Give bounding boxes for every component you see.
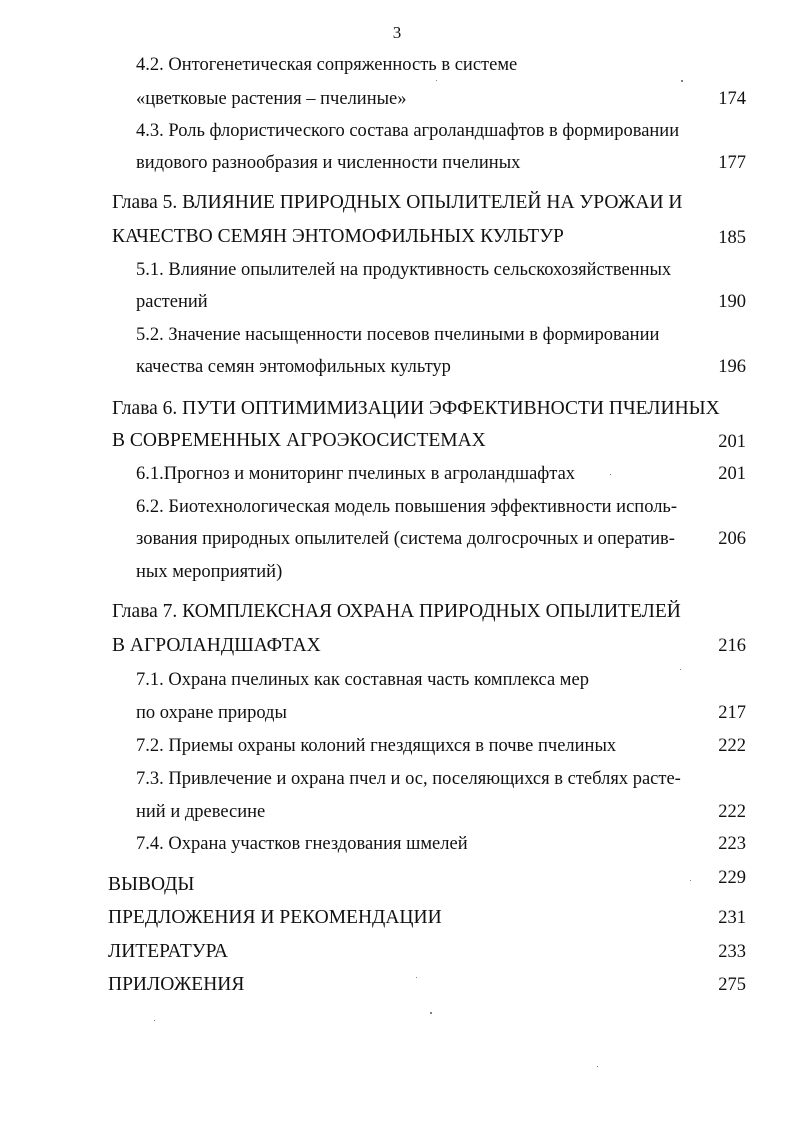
toc-page-number: 196	[718, 357, 746, 377]
scan-speck	[436, 80, 437, 81]
toc-page-number: 216	[718, 636, 746, 656]
scan-speck	[610, 474, 611, 475]
chapter-heading: КАЧЕСТВО СЕМЯН ЭНТОМОФИЛЬНЫХ КУЛЬТУР	[112, 226, 564, 247]
toc-line: 4.3. Роль флористического состава агроландшафтов в формировании	[136, 121, 680, 141]
toc-line: 7.1. Охрана пчелиных как составная часть комплекса мер	[136, 670, 589, 690]
toc-page-number: 174	[718, 89, 746, 109]
toc-line: 7.2. Приемы охраны колоний гнездящихся в почве пчелиных	[136, 736, 617, 756]
toc-page-number: 229	[718, 868, 746, 888]
toc-line: по охране природы	[136, 703, 287, 723]
toc-page-number: 185	[718, 228, 746, 248]
scan-speck	[681, 80, 683, 82]
chapter-heading: В СОВРЕМЕННЫХ АГРОЭКОСИСТЕМАХ	[112, 430, 486, 451]
scan-speck	[597, 1066, 598, 1067]
section-heading-conclusions: ВЫВОДЫ	[108, 874, 195, 895]
toc-line: ных мероприятий)	[136, 562, 283, 582]
toc-line: качества семян энтомофильных культур	[136, 357, 451, 377]
toc-line: 7.4. Охрана участков гнездования шмелей	[136, 834, 468, 854]
toc-line: 7.3. Привлечение и охрана пчел и ос, поселяющихся в стеблях расте-	[136, 769, 681, 789]
toc-page-number: 201	[718, 432, 746, 452]
toc-page-number: 275	[718, 975, 746, 995]
toc-page-number: 222	[718, 736, 746, 756]
toc-line: ний и древесине	[136, 802, 266, 822]
toc-page-number: 190	[718, 292, 746, 312]
toc-page-number: 217	[718, 703, 746, 723]
section-heading-proposals: ПРЕДЛОЖЕНИЯ И РЕКОМЕНДАЦИИ	[108, 907, 442, 928]
chapter-heading: В АГРОЛАНДШАФТАХ	[112, 635, 321, 656]
toc-line: 5.1. Влияние опылителей на продуктивность сельскохозяйственных	[136, 260, 672, 280]
section-heading-literature: ЛИТЕРАТУРА	[108, 941, 228, 962]
section-heading-appendices: ПРИЛОЖЕНИЯ	[108, 974, 245, 995]
toc-page-number: 201	[718, 464, 746, 484]
toc-line: 6.1.Прогноз и мониторинг пчелиных в агроландшафтах	[136, 464, 576, 484]
toc-page-number: 233	[718, 942, 746, 962]
scan-speck	[430, 1012, 432, 1014]
scan-speck	[154, 1020, 155, 1021]
scan-speck	[416, 977, 417, 978]
toc-line: «цветковые растения – пчелиные»	[136, 89, 407, 109]
scan-speck	[690, 880, 691, 881]
toc-page-number: 206	[718, 529, 746, 549]
chapter-heading: Глава 5. ВЛИЯНИЕ ПРИРОДНЫХ ОПЫЛИТЕЛЕЙ НА УРОЖАИ И	[112, 192, 683, 213]
toc-line: зования природных опылителей (система долгосрочных и оператив-	[136, 529, 675, 549]
toc-line: 5.2. Значение насыщенности посевов пчелиными в формировании	[136, 325, 660, 345]
toc-line: 6.2. Биотехнологическая модель повышения эффективности исполь-	[136, 497, 678, 517]
page-number: 3	[392, 23, 402, 42]
toc-page-number: 223	[718, 834, 746, 854]
toc-line: видового разнообразия и численности пчелиных	[136, 153, 521, 173]
toc-line: 4.2. Онтогенетическая сопряженность в системе	[136, 55, 518, 75]
chapter-heading: Глава 7. КОМПЛЕКСНАЯ ОХРАНА ПРИРОДНЫХ ОПЫЛИТЕЛЕЙ	[112, 601, 681, 622]
scan-speck	[680, 669, 681, 670]
toc-page-number: 231	[718, 908, 746, 928]
toc-page-number: 222	[718, 802, 746, 822]
toc-line: растений	[136, 292, 208, 312]
chapter-heading: Глава 6. ПУТИ ОПТИМИМИЗАЦИИ ЭФФЕКТИВНОСТИ ПЧЕЛИНЫХ	[112, 398, 720, 419]
toc-page-number: 177	[718, 153, 746, 173]
